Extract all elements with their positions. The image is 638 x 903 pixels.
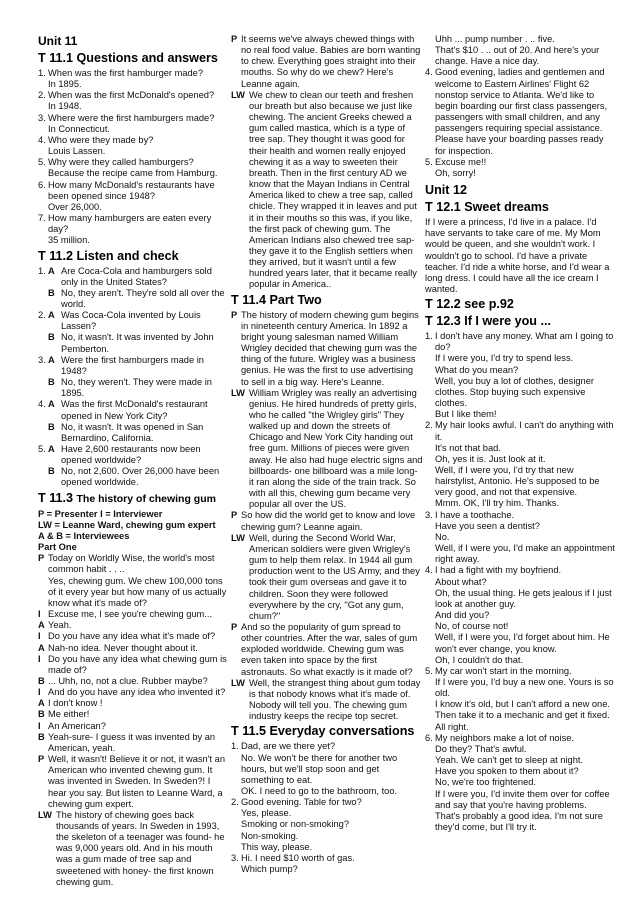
speaker-label: A — [48, 354, 55, 365]
speaker-text: Well, the strangest thing about gum today is that nobody knows what it's made of. Nobody will tell you. The chewing gum industry keeps the recipe top secret. — [249, 677, 421, 722]
list-item — [231, 741, 423, 797]
item-text: Good evening, ladies and gentlemen and welcome to Eastern Airlines' Flight 62 nonstop service to Atlanta. We'd like to begin boarding our first class passengers, passengers with small children, and any passengers requiring special assistance. Please have your boarding passes ready for inspection. — [435, 67, 608, 156]
item-number: 1. — [38, 265, 46, 276]
speaker-text: Was the first McDonald's restaurant opened in New York City? — [61, 399, 208, 421]
list-item — [38, 90, 230, 112]
column-2 — [231, 34, 423, 875]
item-line: No, of course not! — [435, 621, 509, 632]
speaker-line — [38, 676, 230, 687]
item-number: 3. — [231, 852, 239, 863]
item-number: 5. — [38, 444, 46, 454]
item-number — [38, 332, 48, 354]
item-number — [38, 422, 48, 444]
item-number: 5. — [38, 157, 46, 168]
part-two-transcript — [231, 310, 423, 723]
speaker-label: A — [48, 444, 55, 454]
item-line: I have a toothache. — [435, 509, 515, 520]
speaker-label: LW — [38, 809, 52, 820]
history-heading — [38, 491, 230, 507]
speaker-line — [38, 698, 230, 709]
item-line: Dad, are we there yet? — [241, 741, 336, 752]
speaker-line — [38, 654, 230, 676]
item-line: Well, you buy a lot of clothes, designer clothes. Stop buying such expensive clothes. — [435, 375, 594, 409]
legend-line: A & B = Interviewees — [38, 530, 130, 541]
listen-check-list — [38, 266, 230, 489]
item-text — [241, 797, 423, 853]
legend-line: Part One — [38, 542, 77, 553]
speaker-text: No, they weren't. They were made in 1895. — [61, 377, 212, 399]
list-item — [425, 565, 615, 665]
item-line: In Connecticut. — [48, 123, 111, 134]
speaker-line — [231, 34, 423, 90]
speaker-line — [38, 609, 230, 620]
item-text — [435, 420, 615, 509]
item-line: No. We won't be there for another two hours, but we'll stop soon and get something to eat. — [241, 752, 398, 785]
list-item — [425, 157, 615, 179]
speaker-label: LW — [231, 387, 245, 398]
dialogue-line — [38, 332, 230, 354]
speaker-line — [38, 620, 230, 631]
speaker-text: I don't know ! — [48, 698, 103, 709]
speaker-label: I — [38, 653, 41, 664]
speaker-line — [231, 90, 423, 291]
speaker-text: The history of chewing goes back thousands of years. In Sweden in 1993, the skeleton of a teenager was found- he was 9,000 years old. And in his mouth was a gum made of tree sap and sweetened with honey- the first known chewing gum. — [56, 809, 225, 887]
item-number: 3. — [38, 354, 46, 365]
item-line: Have you seen a dentist? — [435, 520, 540, 531]
sweet-dreams-text: If I were a princess, I'd live in a palace. I'd have servants to take care of me. My Mom would be queen, and she wouldn't work. I wouldn't go to school. I'd have a private teacher. I'd ride a white horse, and I'd wear a long dress. I could have all the ice cream I wanted. — [425, 217, 610, 294]
dialogue-line — [38, 310, 230, 332]
item-line: No. — [435, 531, 450, 542]
list-item — [425, 420, 615, 509]
list-item — [425, 67, 615, 156]
item-number — [38, 466, 48, 488]
speaker-label: I — [38, 687, 41, 698]
column-3 — [425, 34, 615, 833]
history-heading-title: The history of chewing gum — [76, 492, 216, 505]
item-number: 5. — [425, 665, 433, 676]
item-line: Which pump? — [241, 864, 298, 875]
item-number: 7. — [38, 213, 46, 224]
item-line: What do you mean? — [435, 364, 519, 375]
everyday-heading: T 11.5 Everyday conversations — [231, 724, 415, 739]
speaker-line — [38, 709, 230, 720]
speaker-line — [231, 533, 423, 622]
speaker-label: LW — [231, 677, 245, 688]
item-line: Hi. I need $10 worth of gas. — [241, 852, 355, 863]
sweet-dreams-heading: T 12.1 Sweet dreams — [425, 200, 549, 215]
part-two-heading: T 11.4 Part Two — [231, 292, 322, 307]
item-line: But I like them! — [435, 409, 497, 420]
item-line: It's not that bad. — [435, 442, 501, 453]
item-line: Have you spoken to them about it? — [435, 766, 579, 777]
item-line: Oh, sorry! — [435, 167, 476, 178]
item-line: Non-smoking. — [241, 830, 299, 841]
item-line: How many McDonald's restaurants have been opened since 1948? — [48, 179, 215, 201]
history-heading-number: T 11.3 — [38, 490, 74, 505]
speaker-text: No, it wasn't. It was invented by John Pemberton. — [61, 332, 214, 354]
item-text — [241, 741, 423, 797]
dialogue-line — [38, 266, 230, 288]
item-line: Oh, the usual thing. He gets jealous if I just look at another guy. — [435, 587, 612, 609]
list-item — [38, 135, 230, 157]
if-i-were-you-heading: T 12.3 If I were you ... — [425, 314, 551, 329]
list-item — [425, 157, 615, 179]
legend-line: P = Presenter I = Interviewer — [38, 508, 163, 519]
item-number: 6. — [38, 179, 46, 190]
speaker-label: I — [38, 720, 41, 731]
item-line: Yeah. We can't get to sleep at night. — [435, 755, 584, 766]
qa-heading: T 11.1 Questions and answers — [38, 51, 218, 65]
item-line: How many hamburgers are eaten every day? — [48, 213, 212, 235]
dialogue-line — [38, 466, 230, 488]
item-line: Oh, yes it is. Just look at it. — [435, 453, 546, 464]
speaker-line — [38, 553, 230, 575]
qa-list — [38, 68, 230, 247]
speaker-line — [38, 732, 230, 754]
speaker-text: So how did the world get to know and love chewing gum? Leanne again. — [241, 510, 416, 532]
see-page-heading: T 12.2 see p.92 — [425, 297, 514, 312]
item-line: Excuse me!! — [435, 156, 487, 167]
speaker-text: Were the first hamburgers made in 1948? — [61, 354, 204, 376]
list-item — [425, 666, 615, 733]
item-line: OK. I need to go to the bathroom, too. — [241, 786, 398, 796]
item-line: Who were they made by? — [48, 134, 154, 145]
speaker-label: A — [48, 399, 55, 410]
item-number: 3. — [38, 112, 46, 123]
list-item — [231, 797, 423, 853]
speaker-label: B — [38, 731, 45, 742]
item-line: Oh, I couldn't do that. — [435, 654, 524, 665]
list-item — [38, 113, 230, 135]
item-text — [48, 135, 230, 157]
speaker-label: P — [231, 510, 238, 521]
speaker-label: B — [48, 466, 55, 477]
speaker-text: Was Coca-Cola invented by Louis Lassen? — [61, 310, 201, 332]
speaker-text: William Wrigley was really an advertising genius. He hired hundreds of pretty girls, who he called "the Wrigley girls" They walked up and down the streets of Chicago and New York City handing out free gum. Millions of pieces were given away. He also had huge electric signs and billboards- one billboard was a mile long- it ran along the side of the train track. So with all this, chewing gum became very popular all over the US. — [249, 387, 423, 510]
speaker-label: B — [48, 377, 55, 388]
item-number: 2. — [425, 420, 433, 431]
speaker-label: B — [48, 421, 55, 432]
item-line: Yes, please. — [241, 808, 292, 819]
speaker-text: We chew to clean our teeth and freshen our breath but also because we just like chewing. The ancient Greeks chewed a gum called mastica, which is a type of tree sap. They thought it was good for their health and women really enjoyed chewing it as a way to sweeten their breath. Then in the first century AD we know that the Mayan Indians in Central America liked to chew a tree sap, called chicle. They wrapped it in leaves and put it in their mouths so this was, if you like, the first pack of chewing gum. The American Indians also chewed tree sap- they gave it to the English settlers when they arrived, but it wasn't until a few hundred years later, that it became really popular in America.. — [249, 89, 417, 290]
speaker-text: Nah-no idea. Never thought about it. — [48, 642, 198, 653]
dialogue-line — [38, 355, 230, 377]
dialogue-line — [38, 288, 230, 310]
item-line: And did you? — [435, 610, 490, 621]
speaker-label: A — [38, 698, 45, 709]
item-line: This way, please. — [241, 841, 313, 852]
item-number — [38, 288, 48, 310]
item-line: Louis Lassen. — [48, 146, 106, 157]
item-line: If I were you, I'd invite them over for coffee and say that you're having problems. — [435, 788, 610, 810]
speaker-text: It seems we've always chewed things with no real food value. Babies are born wanting to chew. Everything goes straight into their mouths. So why do we chew? Here's Leanne again. — [241, 34, 421, 89]
item-text — [435, 666, 615, 733]
speaker-label: I — [38, 631, 41, 642]
item-line: Smoking or non-smoking? — [241, 819, 349, 830]
unit-11-title: Unit 11 — [38, 34, 78, 48]
item-number: 2. — [38, 310, 46, 321]
list-item — [425, 331, 615, 420]
listen-check-heading: T 11.2 Listen and check — [38, 248, 179, 263]
item-number: 2. — [231, 797, 239, 808]
speaker-line — [38, 687, 230, 698]
speaker-text: Do you have any idea what chewing gum is made of? — [48, 653, 227, 675]
speaker-text: No, they aren't. They're sold all over the world. — [61, 287, 225, 309]
dialogue-line — [38, 444, 230, 466]
speaker-text: And do you have any idea who invented it? — [48, 687, 226, 698]
item-line: About what? — [435, 576, 487, 587]
item-line: Uhh ... pump number . .. five. — [435, 34, 555, 44]
speaker-line — [38, 721, 230, 732]
speaker-label: B — [48, 332, 55, 343]
transcript-continued — [231, 34, 423, 291]
speaker-label: P — [231, 621, 238, 632]
speaker-text: And so the popularity of gum spread to other countries. After the war, sales of gum exploded worldwide. Chewing gum was even taken into space by the first astronauts. So what exactly is it made of? — [241, 621, 418, 677]
speaker-label: P — [38, 754, 45, 765]
item-line: I had a fight with my boyfriend. — [435, 565, 562, 576]
item-line: If I were you, I'd try to spend less. — [435, 353, 574, 364]
item-line: Over 26,000. — [48, 201, 102, 212]
item-line: Good evening. Table for two? — [241, 797, 362, 808]
speaker-text: No, not 2,600. Over 26,000 have been opened worldwide. — [61, 466, 220, 488]
speaker-line — [38, 643, 230, 654]
speaker-text: The history of modern chewing gum begins in nineteenth century America. In 1892 a bright young salesman named William Wrigley decided that chewing gum was the thing of the future. Wrigley was a business genius. He was the first to use advertising to sell in a big way. Here's Leanne. — [241, 309, 419, 387]
speaker-label: P — [231, 34, 238, 44]
item-line: When was the first hamburger made? — [48, 68, 204, 78]
item-number: 4. — [425, 67, 433, 78]
speaker-label: A — [48, 265, 55, 276]
item-line: If I were you, I'd buy a new one. Yours is so old. — [435, 676, 614, 699]
speaker-label: B — [38, 709, 45, 720]
speaker-line — [231, 678, 423, 723]
item-line: I don't have any money. What am I going to do? — [435, 331, 614, 353]
item-line: I know it's old, but I can't afford a new one. Then take it to a mechanic and get it fixed. — [435, 699, 610, 721]
list-item — [425, 733, 615, 833]
speaker-label: I — [38, 609, 41, 620]
speaker-label: P — [38, 553, 45, 564]
part-one-transcript — [38, 553, 230, 888]
speaker-text: An American? — [48, 720, 106, 731]
speaker-label: LW — [231, 532, 245, 543]
item-number: 2. — [38, 90, 46, 101]
speaker-line — [38, 754, 230, 810]
list-item — [38, 213, 230, 246]
list-item — [38, 180, 230, 213]
item-number: 6. — [425, 732, 433, 743]
speaker-text: Me either! — [48, 709, 90, 720]
speaker-text: Have 2,600 restaurants now been opened worldwide? — [61, 444, 201, 466]
speaker-label: B — [48, 287, 55, 298]
speaker-text: Yes, chewing gum. We chew 100,000 tons of it every year but how many of us actually know what it's made of? — [48, 575, 227, 608]
item-line: No, we're too frightened. — [435, 777, 536, 788]
legend-line: LW = Leanne Ward, chewing gum expert — [38, 519, 216, 530]
list-item — [38, 157, 230, 179]
item-text — [435, 565, 615, 665]
speaker-text: ... Uhh, no, not a clue. Rubber maybe? — [48, 675, 208, 686]
item-line: That's $10 . .. out of 20. And here's your change. Have a nice day. — [435, 45, 600, 67]
speaker-line — [231, 622, 423, 678]
speaker-label: A — [38, 642, 45, 653]
item-text — [48, 90, 230, 112]
item-line: My car won't start in the morning. — [435, 665, 572, 676]
speaker-label: A — [48, 310, 55, 321]
item-line: Because the recipe came from Hamburg. — [48, 168, 218, 179]
speaker-line — [38, 631, 230, 642]
item-text — [48, 157, 230, 179]
speaker-text: Excuse me, I see you're chewing gum... — [48, 609, 213, 620]
item-line: In 1895. — [48, 79, 82, 90]
item-line: My neighbors make a lot of noise. — [435, 732, 575, 743]
speaker-label: P — [231, 309, 238, 320]
item-line: My hair looks awful. I can't do anything with it. — [435, 420, 614, 442]
item-text — [48, 68, 230, 90]
speaker-text: Well, during the Second World War, American soldiers were given Wrigley's gum to help them relax. In 1944 all gum production went to the US Army, and they took their gum overseas and gave it to children. Soon they were followed everywhere by the cry, "Got any gum, chum?" — [249, 532, 420, 621]
speaker-text: Well, it wasn't! Believe it or not, it wasn't an American who invented chewing gum. It was invented in Sweden. In Sweden?! I hear you say. But listen to Leanne Ward, a chewing gum expert. — [48, 754, 225, 809]
item-number: 4. — [38, 399, 46, 410]
item-line: Well, if I were you, I'd make an appointment right away. — [435, 543, 615, 565]
item-line: Where were the first hamburgers made? — [48, 112, 215, 123]
item-number: 1. — [38, 68, 46, 78]
speaker-text: Today on Worldly Wise, the world's most common habit . . .. — [48, 553, 215, 575]
conversation-continued — [425, 34, 615, 67]
list-item — [38, 68, 230, 90]
dialogue-line — [38, 422, 230, 444]
item-text — [435, 510, 615, 566]
item-line: 35 million. — [48, 235, 90, 246]
item-line: Do they? That's awful. — [435, 743, 527, 754]
item-line: Well, if I were you, I'd try that new hairstylist, Antonio. He's supposed to be very good, and not that expensive. — [435, 465, 600, 498]
item-line: Well, if I were you, I'd forget about him. He won't ever change, you know. — [435, 632, 610, 654]
item-text — [435, 733, 615, 833]
item-text — [48, 180, 230, 213]
list-item — [425, 510, 615, 566]
item-number: 1. — [425, 331, 433, 342]
speaker-line — [38, 810, 230, 888]
item-number: 3. — [425, 509, 433, 520]
speaker-line — [231, 510, 423, 532]
speaker-legend — [38, 509, 230, 554]
item-number: 4. — [425, 565, 433, 576]
speaker-label: A — [38, 620, 45, 631]
item-text — [48, 213, 230, 246]
speaker-text: Yeah. — [48, 620, 72, 631]
item-number: 5. — [425, 156, 433, 167]
speaker-text: Yeah-sure- I guess it was invented by an American, yeah. — [48, 731, 216, 753]
item-line: That's probably a good idea. I'm not sure they'd come, but I'll try it. — [435, 810, 603, 832]
item-text — [435, 157, 615, 179]
speaker-text: Are Coca-Cola and hamburgers sold only in the United States? — [61, 265, 212, 287]
speaker-text: No, it wasn't. It was opened in San Bernardino, California. — [61, 421, 204, 443]
speaker-line — [38, 576, 230, 609]
item-line: When was the first McDonald's opened? — [48, 90, 215, 101]
if-i-were-you-list — [425, 331, 615, 833]
dialogue-line — [38, 399, 230, 421]
item-text — [435, 331, 615, 420]
item-number — [38, 377, 48, 399]
speaker-text: Do you have any idea what it's made of? — [48, 631, 216, 642]
item-line: In 1948. — [48, 101, 82, 112]
speaker-line — [231, 310, 423, 388]
unit-12-title: Unit 12 — [425, 183, 467, 198]
item-number: 1. — [231, 741, 239, 752]
item-line: All right. — [435, 721, 469, 732]
item-text — [241, 853, 423, 875]
dialogue-line — [38, 377, 230, 399]
item-text — [48, 113, 230, 135]
speaker-line — [231, 388, 423, 511]
column-1 — [38, 34, 230, 888]
item-line: Why were they called hamburgers? — [48, 157, 194, 168]
everyday-list — [231, 741, 423, 875]
speaker-label — [38, 576, 48, 609]
item-line: Mmm. OK, I'll try him. Thanks. — [435, 498, 560, 509]
speaker-label: LW — [231, 89, 245, 100]
list-item — [231, 853, 423, 875]
item-number: 4. — [38, 134, 46, 145]
speaker-label: B — [38, 675, 45, 686]
